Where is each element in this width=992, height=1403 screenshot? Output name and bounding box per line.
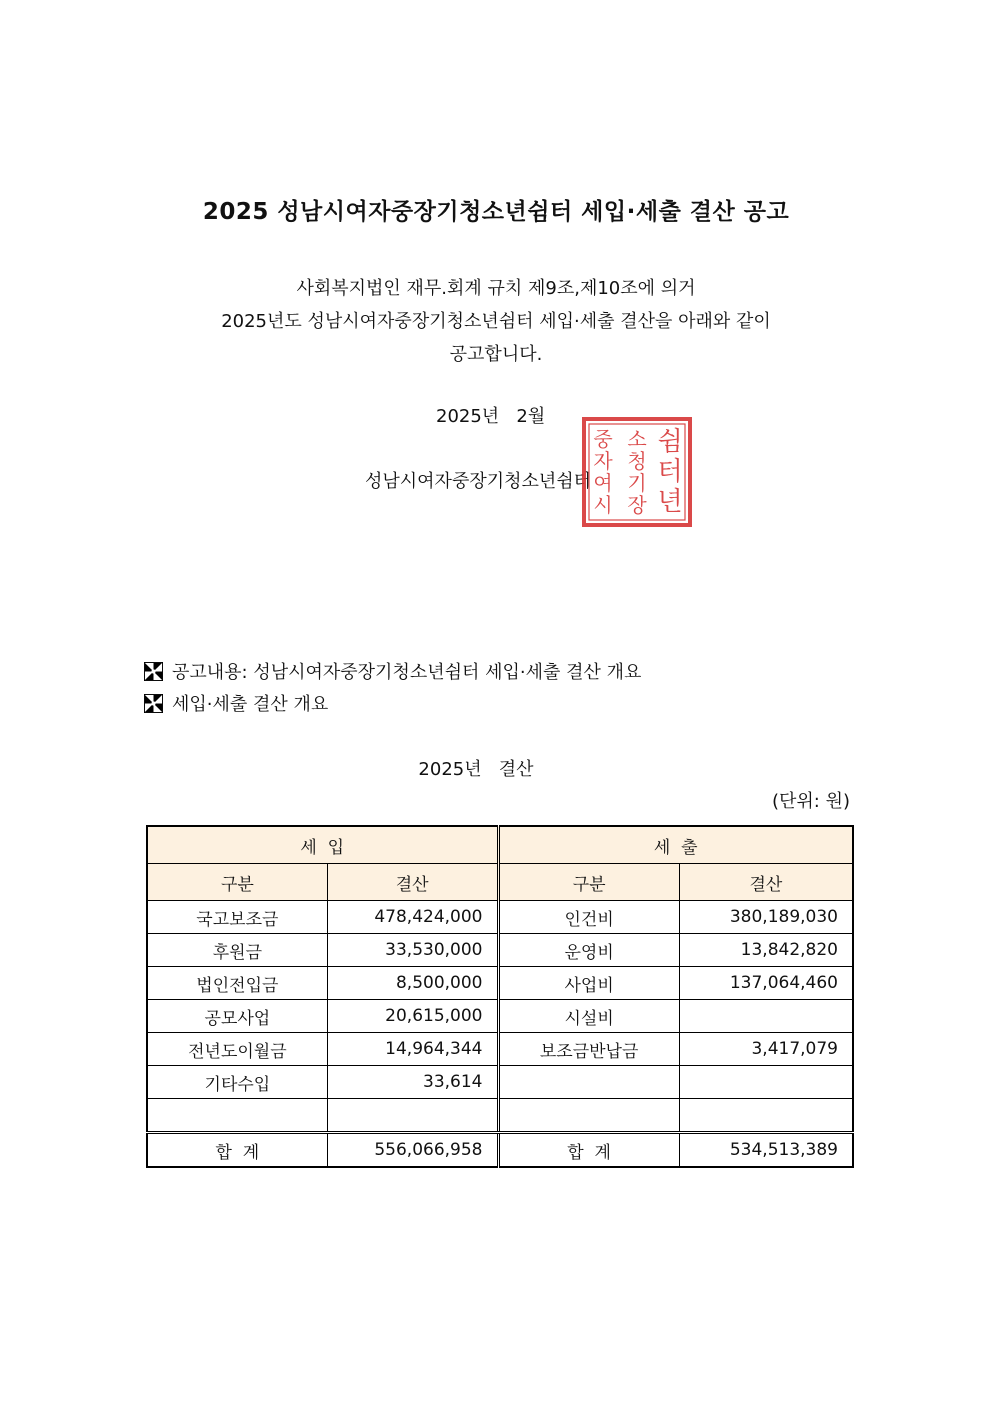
income-category-cell: 공모사업 — [147, 1000, 327, 1033]
unit-label: (단위: 원) — [772, 791, 850, 812]
expense-amount-cell: 137,064,460 — [679, 967, 853, 1000]
expense-amount-cell — [679, 1066, 853, 1099]
expense-amount-cell: 380,189,030 — [679, 901, 853, 934]
table-row — [147, 967, 853, 1000]
table-title: 2025년 결산 — [418, 759, 534, 780]
bullet-text: 공고내용: 성남시여자중장기청소년쉼터 세입·세출 결산 개요 — [172, 662, 642, 683]
seal-char: 여 — [593, 471, 613, 495]
seal-char: 청 — [627, 449, 647, 473]
red-seal-stamp-icon — [581, 416, 693, 528]
bullet-item — [144, 690, 328, 716]
expense-amount-cell: 13,842,820 — [679, 934, 853, 967]
settlement-table — [146, 825, 854, 1168]
income-amount-cell: 14,964,344 — [327, 1033, 498, 1066]
table-row — [147, 1033, 853, 1066]
expense-category-cell: 사업비 — [498, 967, 679, 1000]
seal-char: 기 — [627, 471, 647, 495]
expense-category-cell — [498, 1099, 679, 1133]
table-row — [147, 934, 853, 967]
page-title: 2025 성남시여자중장기청소년쉼터 세입·세출 결산 공고 — [202, 199, 790, 225]
income-category-cell: 국고보조금 — [147, 901, 327, 934]
table-row — [147, 901, 853, 934]
income-total: 556,066,958 — [327, 1133, 498, 1168]
expense-header: 세 출 — [498, 826, 853, 864]
expense-total-label: 합 계 — [498, 1133, 679, 1168]
income-amount-cell: 20,615,000 — [327, 1000, 498, 1033]
table-row — [147, 1099, 853, 1133]
income-category-cell — [147, 1099, 327, 1133]
bullet-text: 세입·세출 결산 개요 — [172, 694, 329, 715]
income-total-label: 합 계 — [147, 1133, 327, 1168]
seal-char: 시 — [593, 493, 613, 517]
seal-char: 자 — [593, 449, 613, 473]
seal-char: 장 — [627, 493, 647, 517]
ornamental-bullet-icon — [144, 662, 163, 681]
income-category-header: 구분 — [147, 864, 327, 901]
expense-category-cell: 운영비 — [498, 934, 679, 967]
organization-name: 성남시여자중장기청소년쉼터 — [365, 471, 592, 492]
expense-amount-header: 결산 — [679, 864, 853, 901]
announcement-date: 2025년 2월 — [436, 406, 546, 427]
income-category-cell: 기타수입 — [147, 1066, 327, 1099]
expense-amount-cell — [679, 1099, 853, 1133]
intro-line-1: 사회복지법인 재무.회계 규치 제9조,제10조에 의거 — [296, 278, 696, 299]
income-amount-header: 결산 — [327, 864, 498, 901]
seal-char: 중 — [593, 427, 613, 451]
expense-category-cell: 보조금반납금 — [498, 1033, 679, 1066]
intro-line-2: 2025년도 성남시여자중장기청소년쉼터 세입·세출 결산을 아래와 같이 — [221, 311, 771, 332]
income-amount-cell — [327, 1099, 498, 1133]
expense-category-cell: 인건비 — [498, 901, 679, 934]
seal-char: 소 — [627, 427, 647, 451]
total-row — [147, 1133, 853, 1168]
income-amount-cell: 8,500,000 — [327, 967, 498, 1000]
intro-line-3: 공고합니다. — [449, 344, 543, 365]
bullet-item — [144, 658, 641, 684]
income-amount-cell: 33,614 — [327, 1066, 498, 1099]
income-category-cell: 법인전입금 — [147, 967, 327, 1000]
income-category-cell: 후원금 — [147, 934, 327, 967]
income-header: 세 입 — [147, 826, 498, 864]
expense-category-cell: 시설비 — [498, 1000, 679, 1033]
expense-amount-cell: 3,417,079 — [679, 1033, 853, 1066]
income-amount-cell: 478,424,000 — [327, 901, 498, 934]
expense-amount-cell — [679, 1000, 853, 1033]
seal-char: 년 — [657, 487, 683, 517]
seal-char: 쉼 — [657, 427, 683, 457]
table-row — [147, 1000, 853, 1033]
income-category-cell: 전년도이월금 — [147, 1033, 327, 1066]
expense-category-cell — [498, 1066, 679, 1099]
expense-category-header: 구분 — [498, 864, 679, 901]
seal-char: 터 — [657, 457, 683, 487]
income-amount-cell: 33,530,000 — [327, 934, 498, 967]
ornamental-bullet-icon — [144, 694, 163, 713]
table-row — [147, 1066, 853, 1099]
expense-total: 534,513,389 — [679, 1133, 853, 1168]
